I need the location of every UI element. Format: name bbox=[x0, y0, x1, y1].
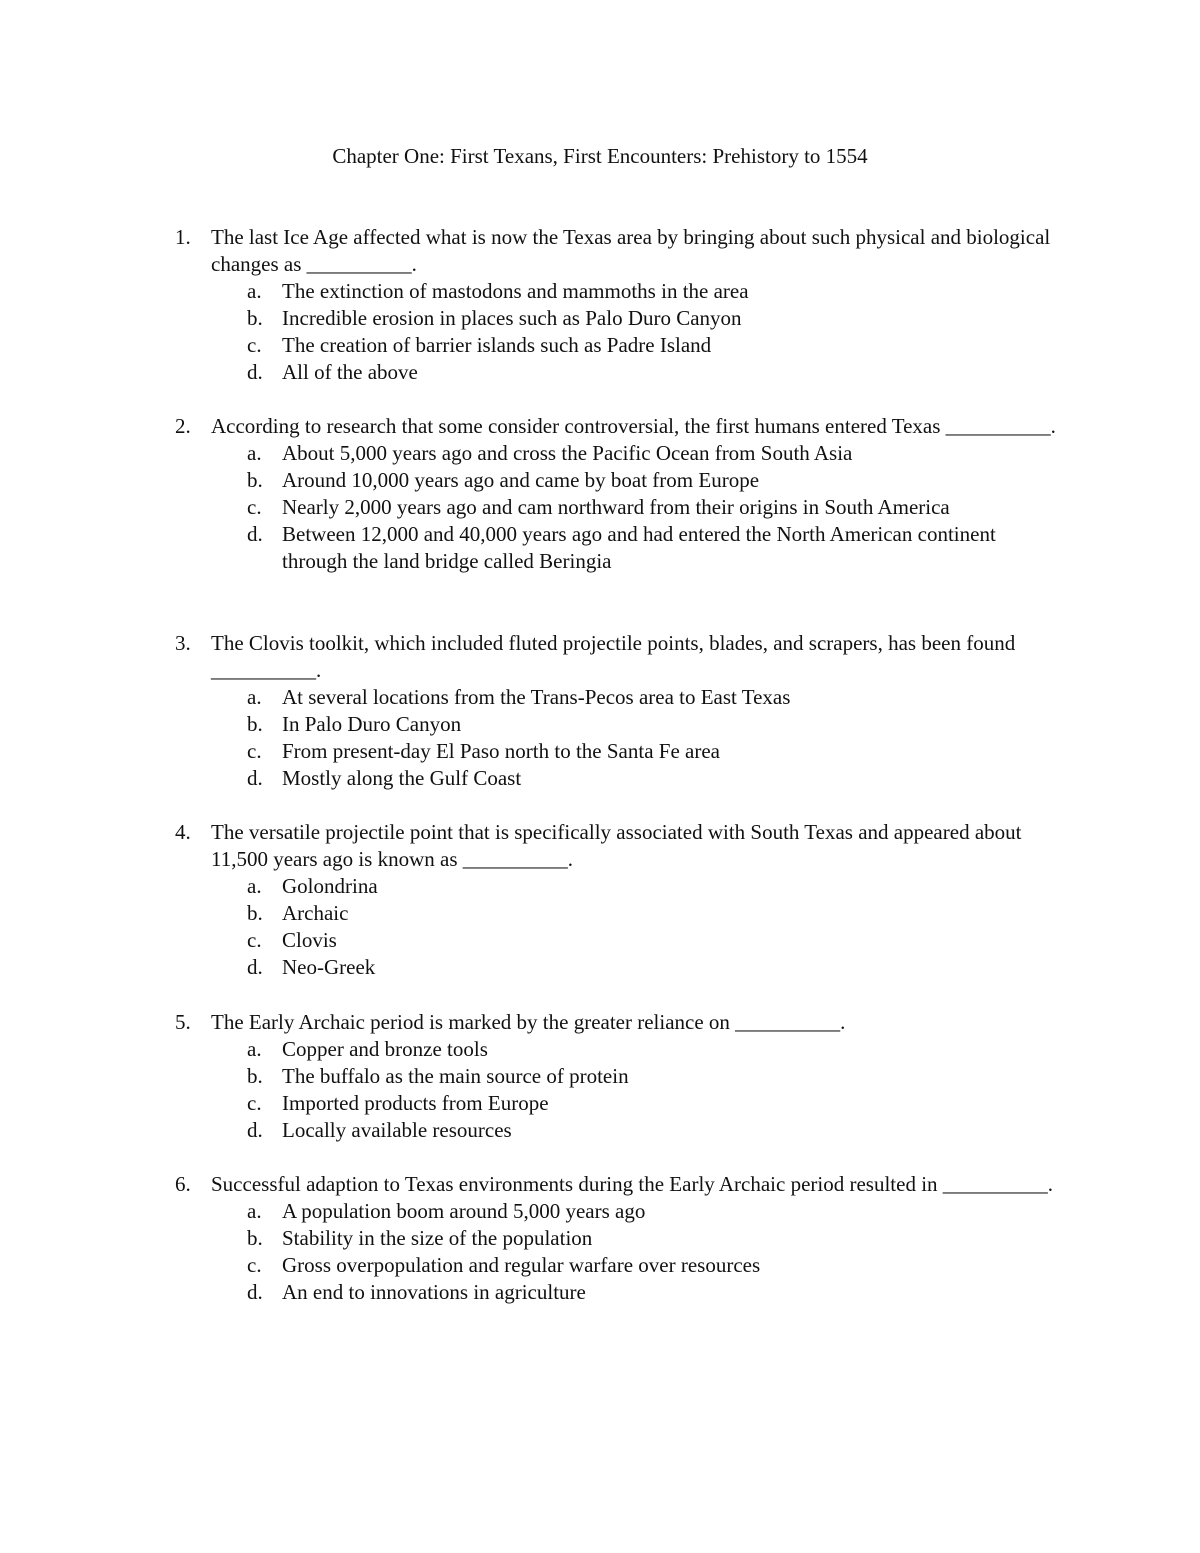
option-text: Archaic bbox=[282, 901, 349, 925]
option-text: Between 12,000 and 40,000 years ago and had entered the North American continent through the land bridge called Beringia bbox=[282, 522, 996, 573]
question-stem bbox=[175, 1009, 1065, 1036]
question-stem bbox=[175, 819, 1065, 873]
answer-option bbox=[175, 521, 1065, 575]
answer-option bbox=[175, 1117, 1065, 1144]
question-text: The Clovis toolkit, which included fluted projectile points, blades, and scrapers, has been found __________. bbox=[211, 631, 1016, 682]
answer-option bbox=[175, 954, 1065, 981]
question-number: 2. bbox=[175, 414, 191, 438]
option-text: Mostly along the Gulf Coast bbox=[282, 766, 522, 790]
answer-option bbox=[175, 440, 1065, 467]
option-letter: a. bbox=[247, 279, 262, 303]
option-text: An end to innovations in agriculture bbox=[282, 1280, 586, 1304]
option-text: Around 10,000 years ago and came by boat from Europe bbox=[282, 468, 760, 492]
question-stem bbox=[175, 630, 1065, 684]
option-text: From present-day El Paso north to the Santa Fe area bbox=[282, 739, 720, 763]
question-stem bbox=[175, 224, 1065, 278]
option-letter: d. bbox=[247, 766, 263, 790]
question-1 bbox=[175, 224, 1065, 386]
question-text: The last Ice Age affected what is now the Texas area by bringing about such physical and biological changes as __________. bbox=[211, 225, 1051, 276]
option-letter: a. bbox=[247, 1037, 262, 1061]
answer-option bbox=[175, 467, 1065, 494]
question-number: 6. bbox=[175, 1172, 191, 1196]
answer-options bbox=[175, 1036, 1065, 1144]
answer-option bbox=[175, 1279, 1065, 1306]
option-text: Neo-Greek bbox=[282, 955, 376, 979]
option-text: Nearly 2,000 years ago and cam northward from their origins in South America bbox=[282, 495, 950, 519]
option-text: A population boom around 5,000 years ago bbox=[282, 1199, 646, 1223]
answer-option bbox=[175, 765, 1065, 792]
option-text: Imported products from Europe bbox=[282, 1091, 549, 1115]
answer-option bbox=[175, 927, 1065, 954]
question-text: Successful adaption to Texas environments during the Early Archaic period resulted in __________. bbox=[211, 1172, 1054, 1196]
option-letter: b. bbox=[247, 1064, 263, 1088]
option-letter: c. bbox=[247, 1253, 262, 1277]
answer-option bbox=[175, 711, 1065, 738]
document-title: Chapter One: First Texans, First Encounters: Prehistory to 1554 bbox=[332, 144, 868, 168]
question-6 bbox=[175, 1171, 1065, 1306]
option-letter: a. bbox=[247, 685, 262, 709]
answer-option bbox=[175, 1198, 1065, 1225]
question-stem bbox=[175, 413, 1065, 440]
option-text: Clovis bbox=[282, 928, 337, 952]
option-text: The extinction of mastodons and mammoths in the area bbox=[282, 279, 749, 303]
answer-option bbox=[175, 1090, 1065, 1117]
option-letter: c. bbox=[247, 739, 262, 763]
option-letter: b. bbox=[247, 468, 263, 492]
option-text: About 5,000 years ago and cross the Pacific Ocean from South Asia bbox=[282, 441, 853, 465]
option-letter: d. bbox=[247, 955, 263, 979]
answer-option bbox=[175, 900, 1065, 927]
answer-option bbox=[175, 738, 1065, 765]
answer-options bbox=[175, 278, 1065, 386]
option-letter: b. bbox=[247, 306, 263, 330]
option-letter: a. bbox=[247, 1199, 262, 1223]
question-text: The versatile projectile point that is specifically associated with South Texas and appeared about 11,500 years ago is known as __________. bbox=[211, 820, 1022, 871]
option-letter: b. bbox=[247, 901, 263, 925]
question-number: 1. bbox=[175, 225, 191, 249]
answer-option bbox=[175, 873, 1065, 900]
question-text: The Early Archaic period is marked by the greater reliance on __________. bbox=[211, 1010, 846, 1034]
question-2 bbox=[175, 413, 1065, 575]
option-letter: d. bbox=[247, 1118, 263, 1142]
option-text: The creation of barrier islands such as Padre Island bbox=[282, 333, 712, 357]
answer-options bbox=[175, 1198, 1065, 1306]
answer-option bbox=[175, 278, 1065, 305]
option-text: In Palo Duro Canyon bbox=[282, 712, 462, 736]
answer-option bbox=[175, 1225, 1065, 1252]
option-letter: c. bbox=[247, 495, 262, 519]
answer-option bbox=[175, 332, 1065, 359]
option-text: The buffalo as the main source of protein bbox=[282, 1064, 629, 1088]
option-text: All of the above bbox=[282, 360, 418, 384]
option-letter: c. bbox=[247, 1091, 262, 1115]
answer-option bbox=[175, 1036, 1065, 1063]
question-stem bbox=[175, 1171, 1065, 1198]
option-letter: d. bbox=[247, 1280, 263, 1304]
question-number: 5. bbox=[175, 1010, 191, 1034]
question-number: 4. bbox=[175, 820, 191, 844]
question-5 bbox=[175, 1009, 1065, 1144]
question-number: 3. bbox=[175, 631, 191, 655]
option-letter: a. bbox=[247, 441, 262, 465]
option-text: Golondrina bbox=[282, 874, 378, 898]
question-text: According to research that some consider controversial, the first humans entered Texas __________. bbox=[211, 414, 1056, 438]
question-4 bbox=[175, 819, 1065, 981]
answer-option bbox=[175, 359, 1065, 386]
answer-option bbox=[175, 1252, 1065, 1279]
option-text: Locally available resources bbox=[282, 1118, 512, 1142]
answer-option bbox=[175, 1063, 1065, 1090]
answer-options bbox=[175, 684, 1065, 792]
option-text: Copper and bronze tools bbox=[282, 1037, 488, 1061]
option-letter: b. bbox=[247, 712, 263, 736]
option-letter: c. bbox=[247, 928, 262, 952]
option-letter: c. bbox=[247, 333, 262, 357]
option-letter: d. bbox=[247, 522, 263, 546]
option-letter: d. bbox=[247, 360, 263, 384]
option-text: Incredible erosion in places such as Palo Duro Canyon bbox=[282, 306, 742, 330]
question-3 bbox=[175, 630, 1065, 792]
option-text: Stability in the size of the population bbox=[282, 1226, 593, 1250]
answer-option bbox=[175, 494, 1065, 521]
answer-options bbox=[175, 873, 1065, 981]
answer-option bbox=[175, 684, 1065, 711]
option-text: Gross overpopulation and regular warfare over resources bbox=[282, 1253, 761, 1277]
answer-option bbox=[175, 305, 1065, 332]
option-letter: a. bbox=[247, 874, 262, 898]
option-text: At several locations from the Trans-Pecos area to East Texas bbox=[282, 685, 791, 709]
option-letter: b. bbox=[247, 1226, 263, 1250]
answer-options bbox=[175, 440, 1065, 575]
